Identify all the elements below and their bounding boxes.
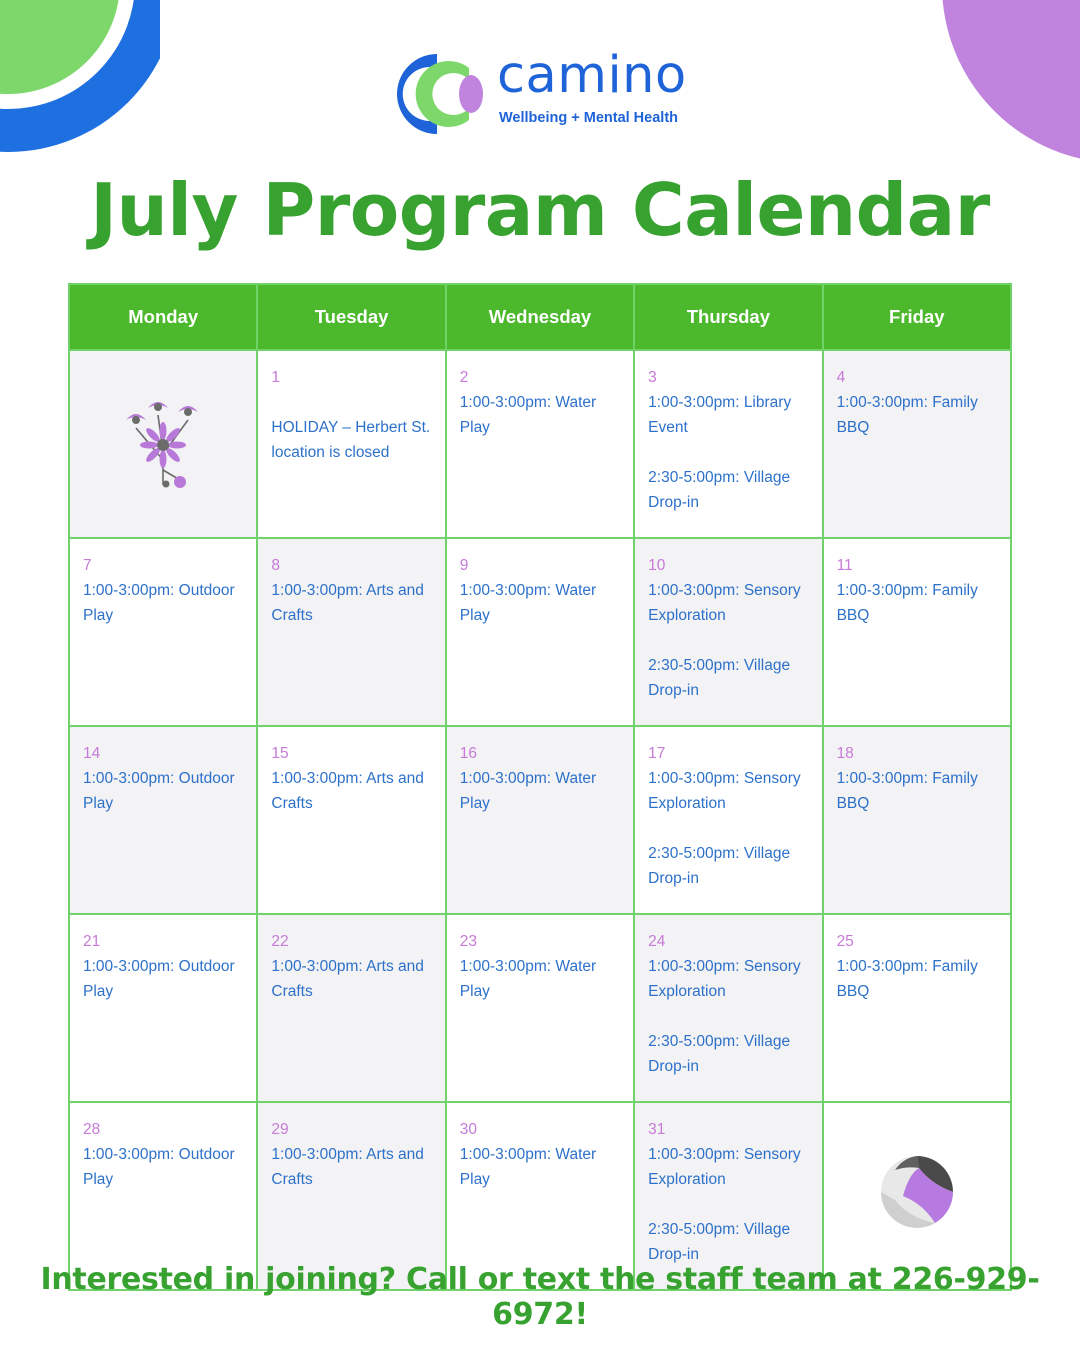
camino-logo-icon [393,50,489,140]
header-wednesday: Wednesday [446,284,634,350]
calendar-day-cell [823,726,1011,914]
day-number: 9 [459,557,469,574]
day-number: 30 [459,1121,478,1138]
calendar-day-cell [446,726,634,914]
flower-icon [118,390,208,490]
event-item: 1:00-3:00pm: Arts and Crafts [271,582,424,624]
day-number: 4 [836,369,846,386]
event-item: 1:00-3:00pm: Water Play [459,394,597,436]
event-item: 1:00-3:00pm: Water Play [459,582,597,624]
day-number: 17 [648,745,666,762]
calendar-cell-empty [69,350,257,538]
event-item: 1:00-3:00pm: Sensory Exploration [648,582,801,624]
calendar-day-cell [446,914,634,1102]
event-item: 1:00-3:00pm: Outdoor Play [83,1146,235,1188]
corner-decoration-right [920,0,1080,165]
calendar-day-cell [257,538,445,726]
calendar-header-row [69,284,1011,350]
event-item: 1:00-3:00pm: Family BBQ [836,394,978,436]
event-item: 1:00-3:00pm: Family BBQ [836,582,978,624]
event-item: 1:00-3:00pm: Family BBQ [836,770,978,812]
contact-footer: Interested in joining? Call or text the staff team at 226-929-6972! [40,1262,1040,1332]
event-item: 2:30-5:00pm: Village Drop-in [648,845,791,887]
event-item: 2:30-5:00pm: Village Drop-in [648,469,791,511]
event-item: 1:00-3:00pm: Sensory Exploration [648,1146,801,1188]
day-number: 22 [271,933,289,950]
day-number: 2 [459,369,469,386]
event-item: 2:30-5:00pm: Village Drop-in [648,657,791,699]
day-number: 14 [83,745,101,762]
day-number: 24 [648,933,666,950]
calendar-day-cell [257,350,445,538]
calendar-day-cell [634,726,822,914]
day-number: 8 [271,557,281,574]
calendar-day-cell [823,350,1011,538]
event-item: 1:00-3:00pm: Sensory Exploration [648,958,801,1000]
header-friday: Friday [823,284,1011,350]
corner-decoration-left [0,0,160,155]
header-monday: Monday [69,284,257,350]
brand-name: camino [497,46,687,105]
brand-logo [393,48,693,143]
calendar-day-cell [823,538,1011,726]
event-item: 2:30-5:00pm: Village Drop-in [648,1221,791,1263]
day-number: 11 [836,557,853,574]
beach-ball-icon [879,1154,955,1230]
event-item: 1:00-3:00pm: Library Event [648,394,792,436]
calendar-week-2 [69,538,1011,726]
event-item: 1:00-3:00pm: Family BBQ [836,958,978,1000]
day-number: 16 [459,745,478,762]
brand-tagline: Wellbeing + Mental Health [499,110,678,126]
event-item: 1:00-3:00pm: Arts and Crafts [271,770,424,812]
calendar-day-cell [446,538,634,726]
program-calendar [68,283,1012,1291]
event-item: 1:00-3:00pm: Outdoor Play [83,582,235,624]
page-title: July Program Calendar [90,168,990,252]
event-item: 1:00-3:00pm: Outdoor Play [83,770,235,812]
day-number: 3 [648,369,657,386]
calendar-day-cell [257,726,445,914]
day-number: 23 [459,933,478,950]
day-number: 10 [648,557,666,574]
day-number: 18 [836,745,854,762]
calendar-week-1 [69,350,1011,538]
header-tuesday: Tuesday [257,284,445,350]
day-number: 28 [83,1121,101,1138]
event-item: HOLIDAY – Herbert St. location is closed [271,419,431,461]
header-thursday: Thursday [634,284,822,350]
calendar-day-cell [823,914,1011,1102]
event-item: 1:00-3:00pm: Water Play [459,770,597,812]
event-item: 1:00-3:00pm: Arts and Crafts [271,958,424,1000]
calendar-day-cell [69,726,257,914]
day-number: 7 [83,557,92,574]
calendar-day-cell [634,350,822,538]
calendar-day-cell [257,914,445,1102]
day-number: 15 [271,745,289,762]
calendar-day-cell [69,538,257,726]
event-item: 2:30-5:00pm: Village Drop-in [648,1033,791,1075]
day-number: 1 [271,369,281,386]
day-number: 25 [836,933,854,950]
event-item: 1:00-3:00pm: Arts and Crafts [271,1146,424,1188]
calendar-week-4 [69,914,1011,1102]
calendar-day-cell [634,914,822,1102]
event-item: 1:00-3:00pm: Water Play [459,958,597,1000]
day-number: 21 [83,933,101,950]
calendar-day-cell [446,350,634,538]
calendar-week-3 [69,726,1011,914]
day-number: 29 [271,1121,289,1138]
calendar-day-cell [69,914,257,1102]
calendar-day-cell [634,538,822,726]
event-item: 1:00-3:00pm: Water Play [459,1146,597,1188]
event-item: 1:00-3:00pm: Sensory Exploration [648,770,801,812]
day-number: 31 [648,1121,666,1138]
event-item: 1:00-3:00pm: Outdoor Play [83,958,235,1000]
